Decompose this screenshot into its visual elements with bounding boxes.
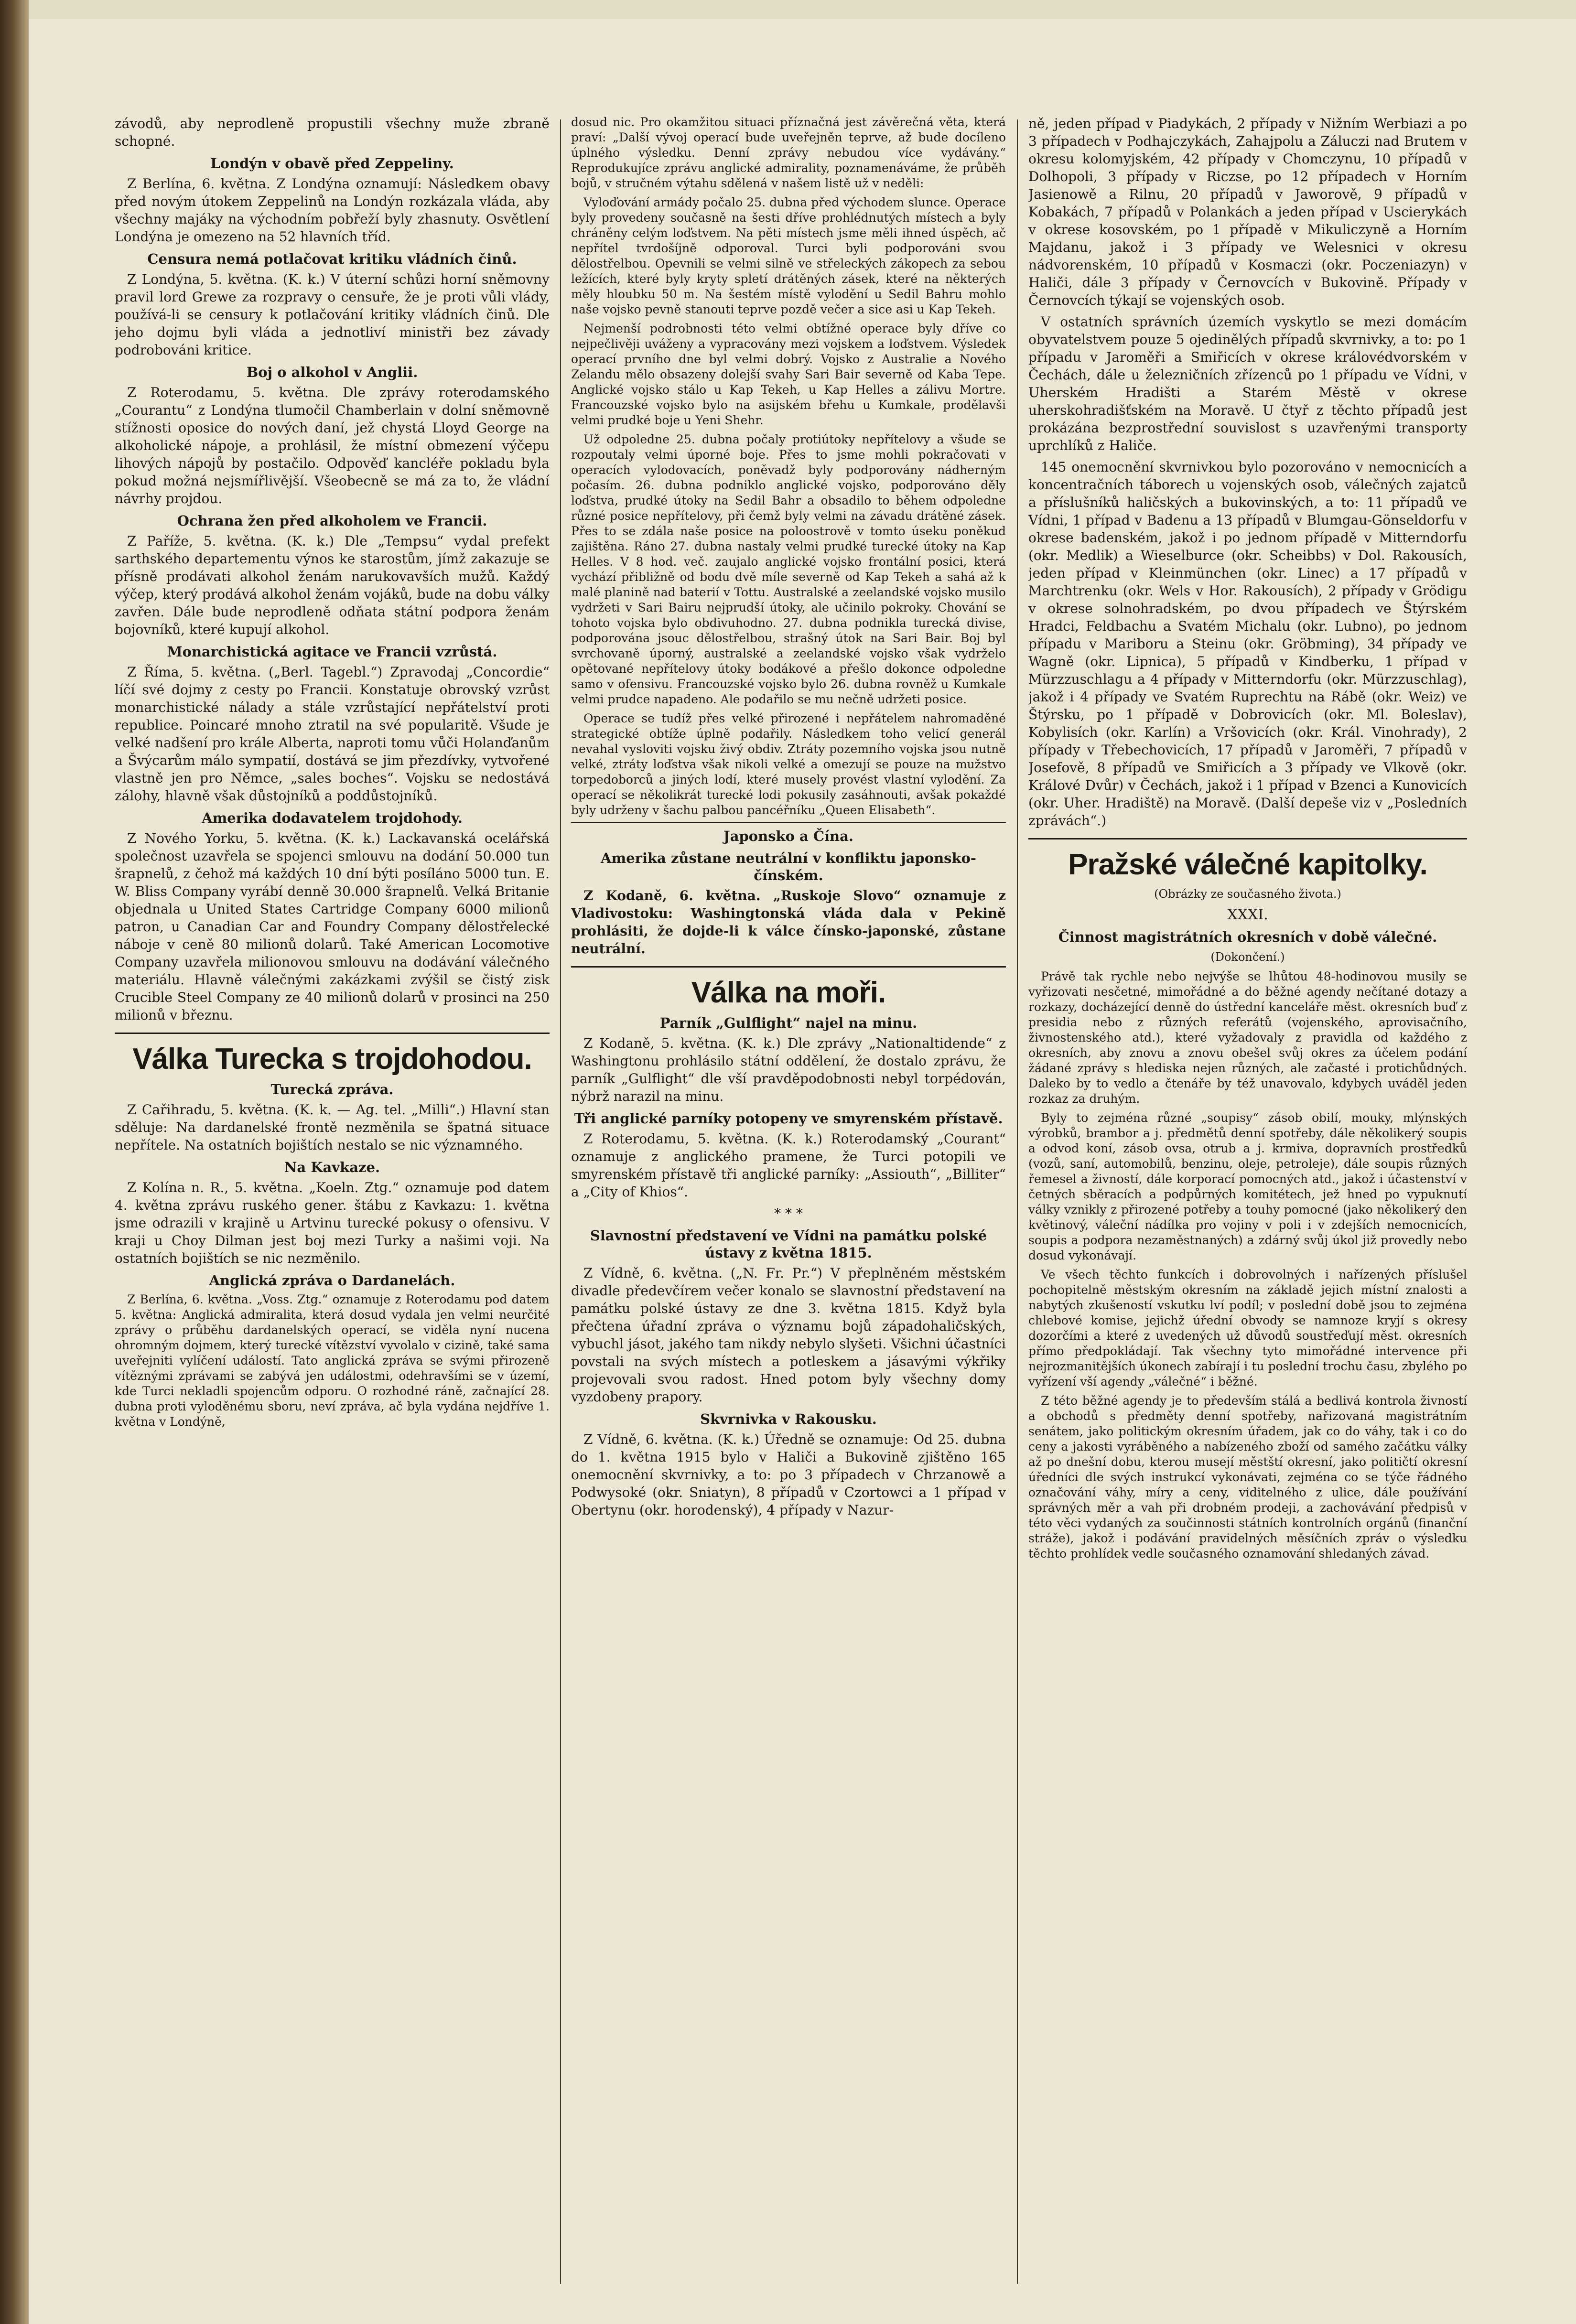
section-rule <box>115 1033 550 1034</box>
article-heading: Na Kavkaze. <box>284 1159 380 1175</box>
article-paragraph: 145 onemocnění skvrnivkou bylo pozorováno v nemocnicích a koncentračních táborech u vojenských osob, válečných zajatců a příslušníků haličských a bukovinských, a to: 11 případů ve Vídni, 1 případ v Badenu a 13 případů v Blumgau-Gönseldorfu v okrese badenském, jakož i po jednom případě v Mitterndorfu (okr. Medlik) a Wieselburce (okr. Scheibbs) v Dol. Rakousích, jeden případ v Kleinmünchen (okr. Linec) a 17 případů v Marchtrenku (okr. Wels v Hor. Rakousích), 2 případy v Grödigu v okrese solnohradském, po dvou případech ve Štýrském Hradci, Feldbachu a Svatém Michalu (okr. Lubno), po jednom případu v Mariboru a Steinu (okr. Gröbming), 34 případy ve Wagně (okr. Lipnica), 5 případů v Kindberku, 1 případ v Mürzzuschlagu a 4 případy v Mitterndorfu (okr. Mürzzuschlag), jakož i 4 případy ve Svatém Ruprechtu na Rábě (okr. Weiz) ve Štýrsku, po 1 případě v Dobrovicích (okr. Ml. Boleslav), Kobylisích (okr. Karlín) a Vršovicích (okr. Král. Vinohrady), 2 případy v Třebechovicích, 17 případů v Jaroměři, 7 případů v Josefově, 8 případů ve Smiřicích a 3 případy ve Vlkově (okr. Králové Dvůr) v Čechách, jakož i 1 případ v Bzenci a Kunovicích (okr. Uher. Hradiště) na Moravě. (Další depeše viz v „Posledních zprávách“.) <box>1028 459 1467 828</box>
subheading: (Dokončení.) <box>1210 950 1285 964</box>
article-paragraph: Z Paříže, 5. května. (K. k.) Dle „Tempsu“ vydal prefekt sarthského departementu výnos ke starostům, jímž zakazuje se přísně prodávati alkohol ženám narukovavších mužů. Každý výčep, který prodává alkohol ženám vojáků, bude na dobu války zavřen. Dále bude neprodleně odňata státní podpora ženám bojovníků, které kupují alkohol. <box>115 533 550 637</box>
article-heading: Turecká zpráva. <box>270 1081 394 1097</box>
article-paragraph: Z Vídně, 6. května. („N. Fr. Pr.“) V přeplněném městském divadle předevčírem večer konalo se slavnostní představení na památku polské ústavy ze dne 3. května 1815. Když byla přečtena úřadní zpráva o významu bojů západohaličských, vybuchl jásot, jakého tam nikdy nebylo slyšeti. Všichni účastníci povstali na svých místech a potleskem a jásavými výkřiky projevovali svou radost. Hned potom byly všechny domy vyzdobeny prapory. <box>571 1265 1006 1405</box>
section-headline: Pražské válečné kapitolky. <box>1068 848 1427 881</box>
article-paragraph: Z Berlína, 6. května. „Voss. Ztg.“ oznamuje z Roterodamu pod datem 5. května: Anglická admiralita, která dosud vydala jen velmi neurčité zprávy o průběhu dardanelských operací, se viděla nyní nucena ohromným dojmem, který turecké vítězství vyvolalo v cizině, také sama uveřejniti vylíčení událostí. Tato anglická zpráva se svými přirozeně vítěznými zprávami se zabývá jen událostmi, odehravšími se v území, kde Turci nekladli spojencům odporu. O rozhodné ráně, začnající 28. dubna proti vyloděnému sboru, neví zpráva, ač byla vydána nejdříve 1. května v Londýně, <box>115 1292 550 1429</box>
article-heading: Amerika dodavatelem trojdohody. <box>202 810 463 826</box>
article-paragraph: ně, jeden případ v Piadykách, 2 případy v Nižním Werbiazi a po 3 případech v Podhajczykách, Zahajpolu a Záluczi nad Brutem v okresu kolomyjském, 42 případy v Chomczynu, 10 případů v Dolhopoli, 3 případy v Riczse, po 12 případech v Horním Jasienowě a Rilnu, 20 případů v Jaworově, 9 případů v Kobakách, 7 případů v Polankách a jeden případ v Uscierykách v okrese kosovském, po 1 případě v Mikuliczyně a Horním Majdanu, jakož i 3 případy ve Welesnici v okresu nádvorenském, 10 případů v Kosmaczi (okr. Poczeniazyn) v Haliči, dále 3 případy v Černovcích v Bukovině. Případy v Černovcích týkají se vojenských osob. <box>1028 116 1467 308</box>
article-paragraph: Z Kodaně, 6. května. „Ruskoje Slovo“ oznamuje z Vladivostoku: Washingtonská vláda dala v Pekině prohlásiti, že dojde-li k válce čínsko-japonské, zůstane neutrální. <box>571 888 1006 957</box>
article-paragraph: Právě tak rychle nebo nejvýše se lhůtou 48-hodinovou musily se vyřizovati nesčetné, mimořádné a do běžné agendy nečítané dotazy a rozkazy, docházející denně do ústřední kanceláře měst. okresních buď z presidia nebo z různých referátů (vojenského, aprovisačního, živnostenského atd.), které vyžadovaly z pravidla od každého z okresních, aby znovu a znovu obešel svůj okres za účelem podání žádané zprávy s hlediska nejen různých, ale začasté i protichůdných. Daleko by to vedlo a čtenáře by též unavovalo, kdybych uváděl jeden rozkaz za druhým. <box>1028 969 1467 1106</box>
article-paragraph: Z této běžné agendy je to především stálá a bedlivá kontrola živností a obchodů s předměty denní spotřeby, nařizovaná magistrátním senátem, jako politickým okresním úřadem, jak co do váhy, tak i co do ceny a jakosti vyráběného a nabízeného zboží od samého začátku války až po dnešní dobu, kterou musejí městští okresní, jako političtí okresní úředníci dle svých instrukcí vykonávati, zejména co se týče řádného označování váhy, míry a ceny, viditelného z ulice, dále používání správných měr a vah při drobném prodeji, a zachovávání předpisů v této věci vydaných za součinnosti státních kontrolních orgánů (finanční stráže), jakož i podávání pravidelných měsíčních zpráv o výsledku těchto prohlídek vedle současného oznamování shledaných závad. <box>1028 1394 1467 1560</box>
section-rule <box>1028 838 1467 839</box>
article-paragraph: Operace se tudíž přes velké přirozené i nepřátelem nahromaděné strategické obtíže úplně podařily. Následkem toho velicí generál nevahal vysloviti vojsku živý obdiv. Ztráty pozemního vojska jsou nutně velké, ztráty loďstva však nikoli velké a omezují se pouze na mužstvo torpedoborců a jiných lodí, které musely provést vlastní vylodění. Za operací se několikrát turecké lodi pokusily zasáhnouti, avšak pokaždé byly udrženy v šachu palbou pancéřníku „Queen Elisabeth“. <box>571 711 1006 817</box>
column-left <box>115 115 550 2293</box>
article-heading: Anglická zpráva o Dardanelách. <box>209 1272 455 1289</box>
article-heading: Slavnostní představení ve Vídni na památku polské ústavy z května 1815. <box>590 1227 987 1261</box>
column-right <box>1028 115 1467 2293</box>
article-paragraph: Z Kolína n. R., 5. května. „Koeln. Ztg.“ oznamuje pod datem 4. května zprávu ruského gener. štábu z Kavkazu: 1. května jsme odrazili v krajině u Artvinu turecké pokusy o ofensivu. V kraji u Choy Dilman jest boj mezi Turky a našimi voji. Na ostatních bojištích se nic nezměnilo. <box>115 1180 550 1266</box>
article-heading: Boj o alkohol v Anglii. <box>246 364 418 380</box>
section-headline: Válka Turecka s trojdohodou. <box>132 1043 532 1076</box>
article-heading: Parník „Gulflight“ najel na minu. <box>659 1015 918 1031</box>
chapter-number: XXXI. <box>1227 906 1268 923</box>
article-paragraph: Z Cařihradu, 5. května. (K. k. — Ag. tel. „Milli“.) Hlavní stan sděluje: Na dardanelské frontě nezměnila se špatná situace nepřítele. Na ostatních bojištích nestalo se nic významného. <box>115 1102 550 1153</box>
article-paragraph: Z Vídně, 6. května. (K. k.) Úředně se oznamuje: Od 25. dubna do 1. května 1915 bylo v Haliči a Bukovině zjištěno 165 onemocnění skvrnivky, a to: po 3 případech v Chrzanowě a Podwysoké (okr. Sniatyn), 8 případů v Czortowci a 1 případ v Obertynu (okr. horodenský), 4 případy v Nazur- <box>571 1431 1006 1518</box>
article-heading: Monarchistická agitace ve Francii vzrůstá. <box>167 644 497 660</box>
article-heading: Tři anglické parníky potopeny ve smyrenském přístavě. <box>574 1110 1003 1127</box>
scan-top-margin <box>29 0 1576 19</box>
article-paragraph: Z Nového Yorku, 5. května. (K. k.) Lackavanská ocelářská společnost uzavřela se spojenci smlouvu na dodání 50.000 tun šrapnelů, z čehož má každých 10 dní býti posíláno 5000 tun. E. W. Bliss Company vyrábí denně 30.000 šrapnelů. Velká Britanie objednala u United States Cartridge Company 6000 milionů patron, u Canadian Car and Foundry Company dělostřelecké náboje v ceně 80 milionů dolarů. Také American Locomotive Company uzavřela milionovou smlouvu na dodávání válečného materiálu. Hlavně válečnými zakázkami zvýšil se čistý zisk Crucible Steel Company ze 40 milionů dolarů v prosinci na 250 milionů v březnu. <box>115 830 550 1023</box>
article-paragraph: Z Berlína, 6. května. Z Londýna oznamují: Následkem obavy před novým útokem Zeppelinů na Londýn rozkázala vláda, aby všechny majáky na východním pobřeží byly zhasnuty. Osvětlení Londýna je omezeno na 52 hlavních tříd. <box>115 176 550 245</box>
article-heading: Japonsko a Čína. <box>723 828 854 844</box>
section-rule-thin <box>571 822 1006 823</box>
article-paragraph: Byly to zejména různé „soupisy“ zásob obilí, mouky, mlýnských výrobků, brambor a j. předmětů denní spotřeby, dále několikerý soupis a odvod koní, zásob ovsa, otrub a j. krmiva, dopravních prostředků (vozů, saní, automobilů, benzinu, oleje, petroleje), dále soupis různých řemesel a živností, dále korporací pomocných atd., jakož i účastenství v četných sběracích a podpůrných komitétech, jež hned po vypuknutí války vznikly z přirozené potřeby a touhy pomocné (jako několikerý den květinový, váleční nádílka pro vojiny v poli i v zdejších nemocnicích, soupis a podpora nezaměstnaných) a zdárný svůj úkol již provedly nebo dosud vykonávají. <box>1028 1111 1467 1262</box>
section-rule <box>571 966 1006 968</box>
article-paragraph: Z Kodaně, 5. května. (K. k.) Dle zprávy „Nationaltidende“ z Washingtonu prohlásilo státní oddělení, že dostalo zprávu, že parník „Gulflight“ dle vší pravděpodobnosti nebyl torpédován, nýbrž narazil na minu. <box>571 1035 1006 1104</box>
article-paragraph: Ve všech těchto funkcích i dobrovolných i nařízených příslušel pochopitelně městským okresním na základě jejich místní znalosti a nabytých zkušeností vskutku lví podíl; v poslední době jsou to zejména chlebové komise, jejichž úřední obvody se namnoze kryjí s okresy dozorčími a které z uvedených už důvodů soustřeďují měst. okresních přímo předpokládají. Tak všechny tyto mimořádné intervence při nejrozmanitějších úkonech zabírají i tu poslední trochu času, zbylého po vyřízení vší agendy „válečné“ i běžné. <box>1028 1268 1467 1388</box>
article-paragraph: Z Roterodamu, 5. května. (K. k.) Roterodamský „Courant“ oznamuje z anglického pramene, že Turci potopili ve smyrenském přístavě tři anglické parníky: „Assiouth“, „Billiter“ a „City of Khios“. <box>571 1131 1006 1200</box>
newspaper-page <box>115 115 1515 2293</box>
article-paragraph: Z Londýna, 5. května. (K. k.) V úterní schůzi horní sněmovny pravil lord Grewe za rozpravy o censuře, že je proti vůli vlády, používá-li se censury k potlačování kritiky vládních činů. Dle jeho dojmu byli vláda a jednotliví ministři bez závady podrobováni kritice. <box>115 271 550 358</box>
article-heading: Censura nemá potlačovat kritiku vládních činů. <box>147 251 517 267</box>
column-divider-1 <box>560 119 561 2284</box>
article-heading: Londýn v obavě před Zeppeliny. <box>210 155 454 172</box>
article-paragraph: Z Roterodamu, 5. května. Dle zprávy roterodamského „Courantu“ z Londýna tlumočil Chamberlain v dolní sněmovně stížnosti oposice do nových daní, jež chystá Lloyd George na alkoholické nápoje, a prohlásil, že místní obmezení výčepu lihových nápojů by postačilo. Odpověď kancléře pokladu byla pokud možná nejsmířlivější. Všeobecně se má za to, že vládní návrhy projdou. <box>115 385 550 506</box>
article-paragraph: V ostatních správních územích vyskytlo se mezi domácím obyvatelstvem pouze 5 ojedinělých případů skvrnivky, a to: po 1 případu v Jaroměři a Smiřicích v okrese královédvorském v Čechách, dále u železničních zřízenců po 1 případu ve Vídni, v Uherském Hradišti a Starém Městě v okrese uherskohradišťském na Moravě. U čtyř z těchto případů jest prokázána bezprostřední souvislost s uzavřenými transporty uprchlíků z Haliče. <box>1028 314 1467 453</box>
article-paragraph: dosud nic. Pro okamžitou situaci příznačná jest závěrečná věta, která praví: „Další vývoj operací bude uveřejněn teprve, až bude docíleno úplného výsledku. Denní zprávy nebudou více vydávány.“ Reprodukujíce zprávu anglické admirality, poznamenáváme, že průběh bojů, v stručném výtahu sdělená v našem listě už v neděli: <box>571 115 1006 190</box>
article-paragraph: Nejmenší podrobnosti této velmi obtížné operace byly dříve co nejpečlivěji uváženy a vypracovány mezi vojskem a loďstvem. Výsledek operací prvního dne byl velmi dobrý. Vojsko z Australie a Nového Zelandu mělo obsazeny dolejší svahy Sari Bair severně od Kaba Tepe. Anglické vojsko stálo u Kap Tekeh, u Kap Helles a zálivu Mortre. Francouzské vojsko bylo na asijském břehu u Kumkale, prodělavši velmi prudké boje u Yeni Shehr. <box>571 322 1006 427</box>
subheading: (Obrázky ze současného života.) <box>1154 887 1341 901</box>
article-heading: Činnost magistrátních okresních v době válečné. <box>1058 929 1437 945</box>
article-paragraph: Vyloďování armády počalo 25. dubna před východem slunce. Operace byly provedeny současně na šesti dříve prohlédnutých místech a byly chráněny celým loďstvem. Na pěti místech jsme měli ihned úspěch, ač nepřítel tvrdošíjně odporoval. Turci byli podporováni svou dělostřelbou. Opevnili se velmi silně ve střeleckých zákopech za sebou ležících, které byly kryty spletí drátěných zásek, které na některých měly hloubku 50 m. Na šestém místě vylodění u Sedil Bahru mohlo naše vojsko pevně stanouti teprve pozdě večer a sice asi u Kap Tekeh. <box>571 195 1006 316</box>
article-heading: Amerika zůstane neutrální v konfliktu japonsko-čínském. <box>601 850 976 883</box>
column-middle <box>571 115 1006 2293</box>
article-paragraph: Už odpoledne 25. dubna počaly protiútoky nepřítelovy a všude se rozpoutaly velmi úporné boje. Přes to jsme mohli pokračovati v operacích vylodovacích, poněvadž byly podporovány nádherným počasím. 26. dubna podniklo anglické vojsko, podporováno děly loďstva, prudké útoky na Sedil Bahr a obsadilo to během odpoledne různé posice nepřítelovy, při čemž byly velmi na závadu drátěné zásek. Přes to se zdála naše posice na poloostrově v tomto úseku poněkud zajištěna. Ráno 27. dubna nastaly velmi prudké turecké útoky na Kap Helles. V 8 hod. več. zaujalo anglické vojsko frontální posici, která vychází přibližně od bodu dvě míle severně od Kap Tekeh a sahá až k malé planině nad baterií v Tottu. Australské a zeelandské vojsko musilo vydržeti v Sari Bairu nejprudší útoky, ale učinilo pokroky. Chování se tohoto vojska bylo obdivuhodno. 27. dubna podnikla turecká divise, podporována jsouc dělostřelbou, strašný útok na Sari Bair. Boj byl svrchovaně úporný, australské a zeelandské vojsko však vydrželo opětované nepřítelovy útoky bodákové a přešlo dokonce odpoledne samo v ofensivu. Francouzské vojsko bylo 26. dubna rovněž u Kumkale velmi prudce napadeno. Ale podařilo se mu nečně udržeti posice. <box>571 432 1006 706</box>
article-paragraph: závodů, aby neprodleně propustili všechny muže zbraně schopné. <box>115 116 550 149</box>
article-heading: Ochrana žen před alkoholem ve Francii. <box>177 513 487 529</box>
separator-stars: * * * <box>774 1205 803 1221</box>
article-heading: Skvrnivka v Rakousku. <box>700 1411 877 1427</box>
article-paragraph: Z Říma, 5. května. („Berl. Tagebl.“) Zpravodaj „Concordie“ líčí své dojmy z cesty po Francii. Konstatuje obrovský vzrůst monarchistické nálady a stále vzrůstající nepřátelství proti republice. Poincaré mnoho ztratil na své popularitě. Všude je velké nadšení pro krále Alberta, naproti tomu vůči Holanďanům a Švýcarům málo sympatií, dostává se jim přezdívky, vytvořené vlastně jen pro Němce, „sales boches“. Vojsku se nedostává zálohy, hlavně však důstojníků a poddůstojníků. <box>115 664 550 804</box>
column-divider-2 <box>1017 119 1018 2284</box>
section-headline: Válka na moři. <box>691 976 886 1009</box>
scan-binding-edge <box>0 0 29 2324</box>
